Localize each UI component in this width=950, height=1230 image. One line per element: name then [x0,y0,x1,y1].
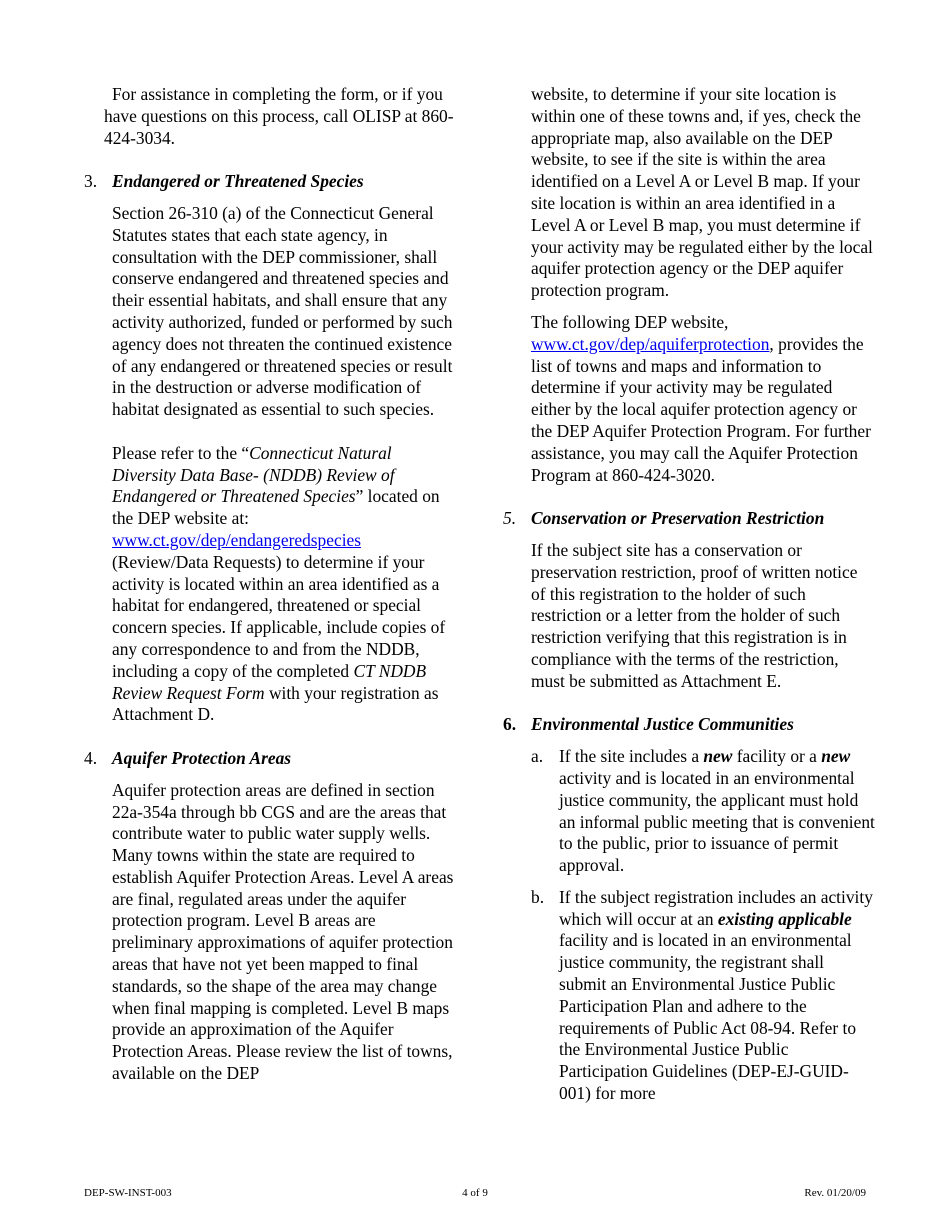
list-item: b. If the subject registration includes an activity which will occur at an existing applicable facility and is located in an environmental justice community, the registrant shall submit an Environmental Justice Public Participation Plan and adhere to the requirements of Public Act 08-94. Refer to the Environmental Justice Public Participation Guidelines (DEP-EJ-GUID-001) for more [531,886,873,1104]
section-3-paragraph-1: Section 26-310 (a) of the Connecticut General Statutes states that each state agency, in consultation with the DEP commissioner, shall conserve endangered and threatened species and their essential habitats, and shall ensure that any activity authorized, funded or performed by such agency does not threaten the continued existence of any endangered or threatened species or result in the destruction or adverse modification of habitat designated as essential to such species. [112,202,453,420]
section-3-paragraph-2: Please refer to the “Connecticut Natural Diversity Data Base- (NDDB) Review of Endangered or Threatened Species” located on the DEP website at: www.ct.gov/dep/endangeredspecies (Review/Data Requests) to determine if your activity is located within an area identified as a habitat for endangered, threatened or special concern species. If applicable, include copies of any correspondence to and from the NDDB, including a copy of the completed CT NDDB Review Request Form with your registration as Attachment D. [112,442,446,725]
section-6-list [531,746,875,1105]
list-item: a. If the site includes a new facility or a new activity and is located in an environmental justice community, the applicant must hold an informal public meeting that is convenient to the public, prior to issuance of permit approval. [531,746,875,876]
section-5-heading: 5. Conservation or Preservation Restriction [503,508,825,529]
right-column [503,84,875,1105]
section-4-paragraph-2: The following DEP website, www.ct.gov/dep/aquiferprotection, provides the list of towns and maps and information to determine if your activity may be regulated either by the local aquifer protection agency or the DEP Aquifer Protection Program. For further assistance, you may call the Aquifer Protection Program at 860-424-3020. [531,311,871,485]
section-4-continuation: website, to determine if your site location is within one of these towns and, if yes, check the appropriate map, also available on the DEP website, to see if the site is within the area identified on a Level A or Level B map. If your site location is within an area identified in a Level A or Level B map, you must determine if your activity may be regulated either by the local aquifer protection agency or the DEP aquifer protection program. [531,84,873,301]
footer-doc-id: DEP-SW-INST-003 [84,1187,172,1199]
left-column [84,84,456,1085]
aquifer-protection-link[interactable]: www.ct.gov/dep/aquiferprotection [531,333,770,354]
footer-page-number: 4 of 9 [462,1187,488,1199]
section-5-paragraph-1: If the subject site has a conservation or preservation restriction, proof of written notice of this registration to the holder of such restriction or a letter from the holder of such restriction verifying that this registration is in compliance with the terms of the restriction, must be submitted as Attachment E. [531,539,858,691]
section-4-paragraph-1: Aquifer protection areas are defined in section 22a-354a through bb CGS and are the areas that contribute water to public water supply wells. Many towns within the state are required to establish Aquifer Protection Areas. Level A areas are final, regulated areas under the aquifer protection program. Level B areas are preliminary approximations of aquifer protection areas that have not yet been mapped to final standards, so the shape of the area may change when final mapping is completed. Level B maps provide an approximation of the Aquifer Protection Areas. Please review the list of towns, available on the DEP [112,779,454,1084]
section-3-heading: 3. Endangered or Threatened Species [84,171,364,192]
footer-revision: Rev. 01/20/09 [804,1187,866,1199]
section-6-heading: 6. Environmental Justice Communities [503,714,794,735]
intro-paragraph: For assistance in completing the form, or if you have questions on this process, call OLISP at 860-424-3034. [104,84,454,148]
section-4-heading: 4. Aquifer Protection Areas [84,747,292,768]
endangered-species-link[interactable]: www.ct.gov/dep/endangeredspecies [112,529,362,550]
